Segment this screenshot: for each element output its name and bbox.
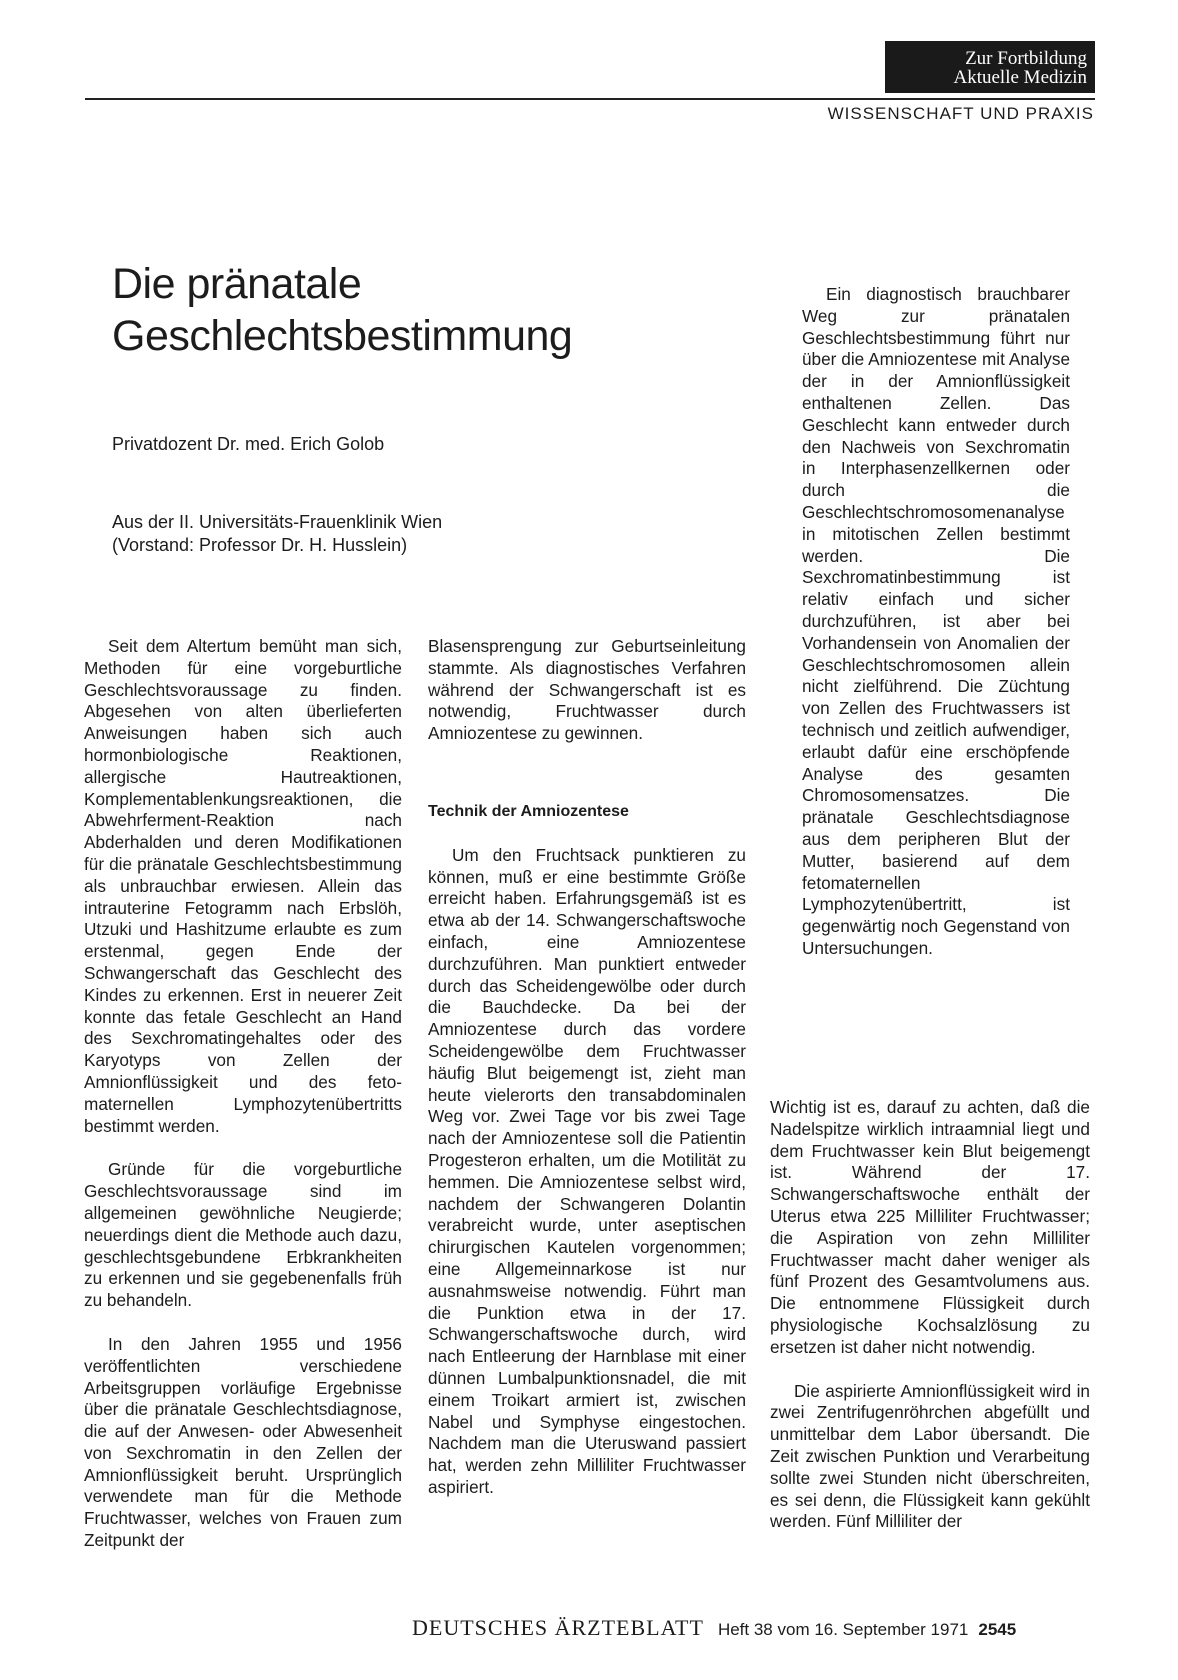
category-badge [885,41,1095,93]
badge-line-2: Aktuelle Medizin [953,67,1087,88]
title-line-2: Geschlechtsbestimmung [112,312,573,360]
article-title [112,258,572,362]
affiliation-line-1: Aus der II. Universitäts-Frauenklinik Wien [112,512,443,532]
author: Privatdozent Dr. med. Erich Golob [112,434,385,454]
paragraph: Die aspirierte Amnionflüssigkeit wird in zwei Zentrifugenröhrchen abgefüllt und unmittelbar dem Labor übersandt. Die Zeit zwischen Punktion und Verarbeitung sollte zwei Stunden nicht überschreiten, es sei denn, die Flüssigkeit kann gekühlt werden. Fünf Milliliter der [770,1380,1090,1532]
page-number: 2545 [978,1620,1017,1639]
column-3 [802,284,1070,960]
journal-name: DEUTSCHES ÄRZTEBLATT [412,1615,704,1640]
paragraph: Wichtig ist es, darauf zu achten, daß die Nadelspitze wirklich intraamnial liegt und dem Fruchtwasser kein Blut beigemengt ist. Während der 17. Schwangerschaftswoche enthält der Uterus etwa 225 Milliliter Fruchtwasser; die Aspiration von zehn Milliliter Fruchtwasser macht daher weniger als fünf Prozent des Gesamtvolumens aus. Die entnommene Flüssigkeit durch physiologische Kochsalzlösung zu ersetzen ist daher nicht notwendig. [770,1097,1090,1357]
column-1 [84,636,402,1552]
paragraph: Gründe für die vorgeburtliche Geschlechtsvoraussage sind im allgemeinen gewöhnliche Neugierde; neuerdings dient die Methode auch dazu, geschlechtsgebundene Erbkrankheiten zu erkennen und sie gegebenenfalls früh zu behandeln. [84,1159,402,1311]
paragraph: Um den Fruchtsack punktieren zu können, muß er eine bestimmte Größe erreicht haben. Erfahrungsgemäß ist es etwa ab der 14. Schwangerschaftswoche einfach, eine Amniozentese durchzuführen. Man punktiert entweder durch das Scheidengewölbe oder durch die Bauchdecke. Da bei der Amniozentese durch das vordere Scheidengewölbe dem Fruchtwasser häufig Blut beigemengt ist, zieht man heute vielerorts den transabdominalen Weg vor. Zwei Tage vor bis zwei Tage nach der Amniozentese soll die Patientin Progesteron erhalten, um die Motilität zu hemmen. Die Amniozentese selbst wird, nachdem der Schwangeren Dolantin verabreicht wurde, unter aseptischen chirurgischen Kautelen vorgenommen; eine Allgemeinnarkose ist nur ausnahmsweise notwendig. Führt man die Punktion etwa in der 17. Schwangerschaftswoche durch, wird nach Entleerung der Harnblase mit einer dünnen Lumbalpunktionsnadel, die mit einem Troikart armiert ist, zwischen Nabel und Symphyse eingestochen. Nachdem man die Uteruswand passiert hat, werden zehn Milliliter Fruchtwasser aspiriert. [428,844,746,1497]
column-4 [770,1097,1090,1533]
paragraph: Blasensprengung zur Geburtseinleitung stammte. Als diagnostisches Verfahren während der Schwangerschaft ist es notwendig, Fruchtwasser durch Amniozentese zu gewinnen. [428,636,746,744]
affiliation-line-2: (Vorstand: Professor Dr. H. Husslein) [112,535,408,555]
paragraph: In den Jahren 1955 und 1956 veröffentlichten verschiedene Arbeitsgruppen vorläufige Ergebnisse über die pränatale Geschlechtsdiagnose, die auf der Anwesen- oder Abwesenheit von Sexchromatin in den Zellen der Amnionflüssigkeit beruht. Ursprünglich verwendete man für die Methode Fruchtwasser, welches von Frauen zum Zeitpunkt der [84,1333,402,1551]
paragraph: Ein diagnostisch brauchbarer Weg zur pränatalen Geschlechtsbestimmung führt nur über die Amniozentese mit Analyse der in der Amnionflüssigkeit enthaltenen Zellen. Das Geschlecht kann entweder durch den Nachweis von Sexchromatin in Interphasenzellkernen oder durch die Geschlechtschromosomenanalyse in mitotischen Zellen bestimmt werden. Die Sexchromatinbestimmung ist relativ einfach und sicher durchzuführen, ist aber bei Vorhandensein von Anomalien der Geschlechtschromosomen allein nicht zielführend. Die Züchtung von Zellen des Fruchtwassers ist technisch und zeitlich aufwendiger, erlaubt dafür eine erschöpfende Analyse des gesamten Chromosomensatzes. Die pränatale Geschlechtsdiagnose aus dem peripheren Blut der Mutter, basierend auf dem fetomaternellen Lymphozytenübertritt, ist gegenwärtig noch Gegenstand von Untersuchungen. [802,284,1070,958]
column-2 [428,636,746,1499]
badge-line-1: Zur Fortbildung [965,48,1087,69]
section-heading: Technik der Amniozentese [428,802,629,820]
paragraph: Seit dem Altertum bemüht man sich, Methoden für eine vorgeburtliche Geschlechtsvoraussage zu finden. Abgesehen von alten überlieferten Anweisungen haben sich auch hormonbiologische Reaktionen, allergische Hautreaktionen, Komplementablenkungsreaktionen, die Abwehrferment-Reaktion nach Abderhalden und deren Modifikationen für die pränatale Geschlechtsbestimmung als unbrauchbar erwiesen. Allein das intrauterine Fetogramm nach Erbslöh, Utzuki und Hashitzume erlaubte es zum erstenmal, gegen Ende der Schwangerschaft das Geschlecht des Kindes zu erkennen. Erst in neuerer Zeit konnte das fetale Geschlecht an Hand des Sexchromatingehaltes oder des Karyotyps von Zellen der Amnionflüssigkeit und des feto-maternellen Lymphozytenübertritts bestimmt werden. [84,636,402,1136]
page-footer [412,1615,1016,1641]
affiliation [112,511,442,557]
title-line-1: Die pränatale [112,260,362,308]
header-rule [85,98,1095,100]
issue-info: Heft 38 vom 16. September 1971 [717,1620,969,1639]
section-label: WISSENSCHAFT UND PRAXIS [827,104,1094,123]
